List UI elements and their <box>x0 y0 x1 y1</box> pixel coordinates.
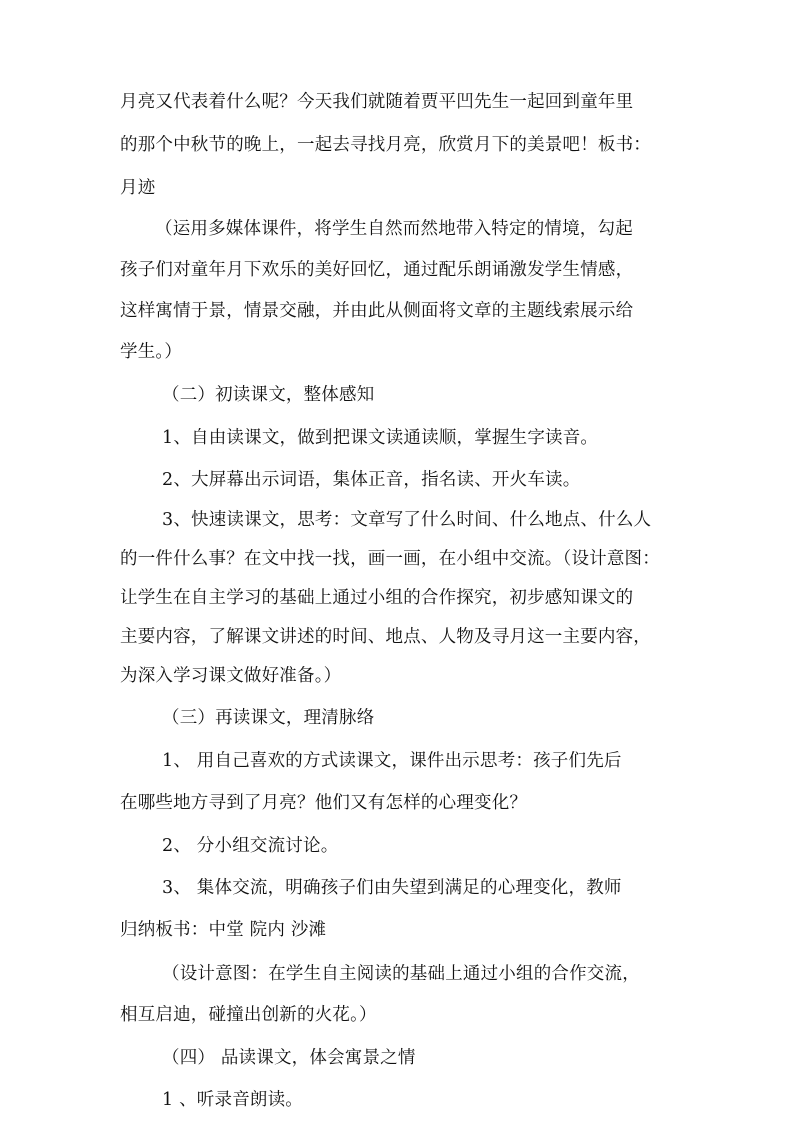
section-heading: （二）初读课文，整体感知 <box>162 385 375 405</box>
paragraph-line: 孩子们对童年月下欢乐的美好回忆，通过配乐朗诵激发学生情感， <box>120 260 634 280</box>
paragraph-line: 月迹 <box>120 178 156 198</box>
paragraph-line: 在哪些地方寻到了月亮？他们又有怎样的心理变化？ <box>120 793 528 813</box>
list-item: 1、 用自己喜欢的方式读课文，课件出示思考：孩子们先后 <box>162 751 622 771</box>
section-heading: （三）再读课文，理清脉络 <box>162 708 375 728</box>
list-item: 2、大屏幕出示词语，集体正音，指名读、开火车读。 <box>162 470 581 490</box>
paragraph-line: 归纳板书：中堂 院内 沙滩 <box>120 920 327 940</box>
paragraph-line: 的那个中秋节的晚上，一起去寻找月亮，欣赏月下的美景吧！板书： <box>120 135 651 155</box>
list-item: 3、快速读课文，思考：文章写了什么时间、什么地点、什么人 <box>162 510 652 530</box>
paragraph-line: 月亮又代表着什么呢？今天我们就随着贾平凹先生一起回到童年里 <box>120 92 634 112</box>
paragraph-line: 主要内容，了解课文讲述的时间、地点、人物及寻月这一主要内容， <box>120 627 651 647</box>
list-item: 3、 集体交流，明确孩子们由失望到满足的心理变化，教师 <box>162 878 622 898</box>
paragraph-line: 这样寓情于景，情景交融，并由此从侧面将文章的主题线索展示给 <box>120 301 634 321</box>
paragraph-line: 的一件什么事？在文中找一找，画一画，在小组中交流。（设计意图： <box>120 549 660 569</box>
paragraph-line: 学生。） <box>120 342 183 362</box>
list-item: 1、自由读课文，做到把课文读通读顺，掌握生字读音。 <box>162 428 599 448</box>
design-note-line: 相互启迪，碰撞出创新的火花。） <box>120 1005 377 1025</box>
paragraph-line: （运用多媒体课件，将学生自然而然地带入特定的情境，勾起 <box>155 219 633 239</box>
paragraph-line: 为深入学习课文做好准备。） <box>120 666 342 686</box>
paragraph-line: 让学生在自主学习的基础上通过小组的合作探究，初步感知课文的 <box>120 588 634 608</box>
section-heading: （四） 品读课文，体会寓景之情 <box>162 1048 416 1068</box>
list-item: 1 、听录音朗读。 <box>162 1090 303 1110</box>
design-note-line: （设计意图：在学生自主阅读的基础上通过小组的合作交流， <box>162 964 640 984</box>
list-item: 2、 分小组交流讨论。 <box>162 836 339 856</box>
